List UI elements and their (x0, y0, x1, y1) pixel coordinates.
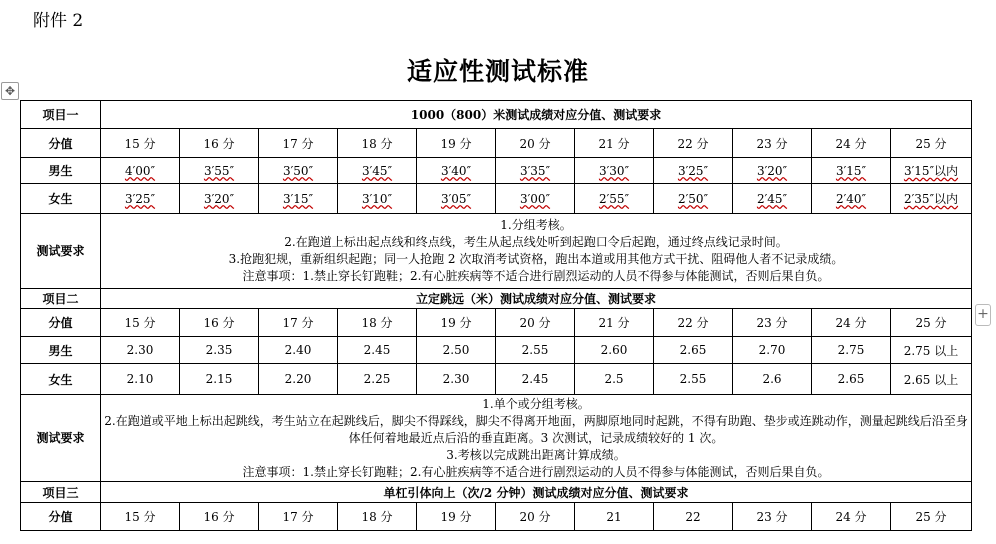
requirement-line: 2.在跑道上标出起点线和终点线，考生从起点线处听到起跑口令后起跑，通过终点线记录时间。 (284, 235, 788, 249)
value-cell (891, 337, 972, 364)
score-cell (180, 129, 259, 158)
requirements-label: 测试要求 (21, 395, 101, 482)
attachment-label: 附件 2 (33, 11, 84, 31)
cell-text: 2.45 (521, 372, 549, 386)
cell-text: 2′50″ (677, 191, 709, 206)
value-cell (417, 364, 496, 395)
cell-text: 2.55 (679, 372, 707, 386)
score-cell (417, 309, 496, 337)
cell-text: 18 分 (361, 136, 393, 151)
value-cell (338, 337, 417, 364)
cell-text: 16 分 (203, 316, 235, 330)
cell-text: 2.20 (284, 372, 312, 386)
cell-text: 19 分 (440, 316, 472, 330)
cell-text: 3′30″ (598, 163, 630, 178)
cell-text: 2′40″ (835, 191, 867, 206)
value-cell (101, 337, 180, 364)
score-cell (180, 309, 259, 337)
value-cell (812, 364, 891, 395)
cell-text: 3′10″ (361, 191, 393, 206)
value-cell (812, 337, 891, 364)
score-cell (259, 129, 338, 158)
cell-text: 15 分 (124, 510, 156, 524)
female-row (21, 364, 972, 395)
cell-text: 20 分 (519, 136, 551, 151)
row-label: 分值 (21, 503, 101, 531)
male-row (21, 337, 972, 364)
cell-text: 3′40″ (440, 163, 472, 178)
cell-text: 3′15″以内 (903, 164, 959, 178)
cell-text: 21 (606, 509, 622, 524)
value-cell (259, 158, 338, 184)
cell-text: 25 分 (915, 510, 947, 524)
cell-text: 2.45 (363, 343, 391, 357)
value-cell (496, 158, 575, 184)
score-cell (733, 503, 812, 531)
row-label: 男生 (21, 337, 101, 364)
section-label: 项目三 (21, 482, 101, 503)
score-cell (812, 309, 891, 337)
cell-text: 15 分 (124, 316, 156, 330)
cell-text: 2.60 (600, 343, 628, 357)
cell-text: 18 分 (361, 316, 393, 330)
cell-text: 3′20″ (203, 191, 235, 206)
cell-text: 2.10 (126, 372, 154, 386)
value-cell (417, 337, 496, 364)
score-cell (417, 503, 496, 531)
value-cell (891, 184, 972, 214)
row-label: 女生 (21, 184, 101, 214)
score-cell (654, 503, 733, 531)
requirement-line: 2.在跑道或平地上标出起跳线，考生站立在起跳线后，脚尖不得踩线，脚尖不得离开地面，两脚原地同时起跳，不得有助跑、垫步或连跳动作，测量起跳线后沿至身体任何着地最近点后沿的垂直距离。3 次测试，记录成绩较好的 1 次。 (104, 413, 968, 445)
value-cell (180, 364, 259, 395)
cell-text: 3′20″ (756, 163, 788, 178)
value-cell (338, 158, 417, 184)
value-cell (654, 158, 733, 184)
value-cell (812, 158, 891, 184)
cell-text: 19 分 (440, 510, 472, 524)
cell-text: 15 分 (124, 136, 156, 151)
section-heading: 立定跳远（米）测试成绩对应分值、测试要求 (101, 289, 972, 309)
value-cell (338, 184, 417, 214)
cell-text: 17 分 (282, 136, 314, 151)
value-cell (417, 184, 496, 214)
cell-text: 2.5 (604, 372, 624, 386)
value-cell (733, 337, 812, 364)
cell-text: 24 分 (835, 316, 867, 330)
cell-text: 23 分 (756, 316, 788, 330)
cell-text: 3′50″ (282, 163, 314, 178)
section-label: 项目二 (21, 289, 101, 309)
cell-text: 3′35″ (519, 163, 551, 178)
score-cell (891, 503, 972, 531)
row-label: 男生 (21, 158, 101, 184)
cell-text: 16 分 (203, 136, 235, 151)
cell-text: 22 (685, 509, 701, 524)
score-cell (575, 309, 654, 337)
cell-text: 2.40 (284, 343, 312, 357)
row-label: 女生 (21, 364, 101, 395)
score-cell (733, 129, 812, 158)
section-header-row (21, 289, 972, 309)
section-label: 项目一 (21, 101, 101, 129)
cell-text: 2.15 (205, 372, 233, 386)
cell-text: 2.50 (442, 343, 470, 357)
requirement-line: 3.考核以完成跳出距离计算成绩。 (446, 447, 626, 462)
value-cell (338, 364, 417, 395)
score-cell (259, 309, 338, 337)
value-cell (891, 158, 972, 184)
value-cell (575, 184, 654, 214)
add-column-icon[interactable]: + (975, 304, 991, 326)
cell-text: 2.70 (758, 343, 786, 357)
cell-text: 3′25″ (124, 191, 156, 206)
value-cell (259, 184, 338, 214)
requirements-text (101, 395, 972, 482)
cell-text: 2.65 (837, 372, 865, 386)
value-cell (180, 337, 259, 364)
requirements-text (101, 214, 972, 289)
cell-text: 2.75 以上 (903, 343, 959, 358)
score-cell (812, 129, 891, 158)
cell-text: 23 分 (756, 136, 788, 151)
cell-text: 2′35″以内 (903, 192, 959, 206)
section-header-row (21, 482, 972, 503)
female-row (21, 184, 972, 214)
score-row (21, 309, 972, 337)
cell-text: 16 分 (203, 510, 235, 524)
value-cell (733, 158, 812, 184)
value-cell (496, 184, 575, 214)
value-cell (259, 364, 338, 395)
requirements-row (21, 395, 972, 482)
cell-text: 2.65 以上 (903, 372, 959, 387)
cell-text: 18 分 (361, 510, 393, 524)
cell-text: 25 分 (915, 316, 947, 330)
section-heading: 单杠引体向上（次/2 分钟）测试成绩对应分值、测试要求 (101, 482, 972, 503)
value-cell (654, 364, 733, 395)
requirement-line: 注意事项：1.禁止穿长钉跑鞋；2.有心脏疾病等不适合进行剧烈运动的人员不得参与体能测试，否则后果自负。 (242, 464, 830, 479)
cell-text: 2.35 (205, 343, 233, 357)
score-cell (259, 503, 338, 531)
value-cell (654, 184, 733, 214)
cell-text: 20 分 (519, 316, 551, 330)
cell-text: 22 分 (677, 136, 709, 151)
cell-text: 2.25 (363, 372, 391, 386)
value-cell (891, 364, 972, 395)
score-cell (496, 309, 575, 337)
cell-text: 25 分 (915, 136, 947, 151)
value-cell (259, 337, 338, 364)
requirement-line: 1.分组考核。 (500, 218, 572, 232)
male-row (21, 158, 972, 184)
cell-text: 3′55″ (203, 163, 235, 178)
score-cell (101, 503, 180, 531)
cell-text: 3′05″ (440, 191, 472, 206)
cell-text: 2.6 (762, 372, 782, 386)
requirement-line: 3.抢跑犯规，重新组织起跑；同一人抢跑 2 次取消考试资格，跑出本道或用其他方式干扰、阻碍他人者不记录成绩。 (228, 252, 844, 266)
cell-text: 3′45″ (361, 163, 393, 178)
score-cell (338, 309, 417, 337)
score-cell (812, 503, 891, 531)
value-cell (575, 364, 654, 395)
cell-text: 3′00″ (519, 191, 551, 206)
cell-text: 17 分 (282, 316, 314, 330)
requirements-row (21, 214, 972, 289)
row-label: 分值 (21, 309, 101, 337)
score-cell (338, 129, 417, 158)
cell-text: 4′00″ (124, 163, 156, 178)
row-label: 分值 (21, 129, 101, 158)
cell-text: 2.30 (442, 372, 470, 386)
value-cell (496, 364, 575, 395)
value-cell (812, 184, 891, 214)
standards-table (20, 100, 972, 531)
value-cell (180, 184, 259, 214)
cell-text: 2.65 (679, 343, 707, 357)
cell-text: 3′15″ (835, 163, 867, 178)
requirements-label: 测试要求 (21, 214, 101, 289)
cell-text: 3′25″ (677, 163, 709, 178)
document-title: 适应性测试标准 (406, 57, 589, 86)
cell-text: 21 分 (598, 316, 630, 330)
score-cell (417, 129, 496, 158)
score-cell (891, 309, 972, 337)
score-row (21, 503, 972, 531)
value-cell (733, 184, 812, 214)
score-row (21, 129, 972, 158)
score-cell (654, 309, 733, 337)
score-cell (496, 129, 575, 158)
cell-text: 21 分 (598, 136, 630, 151)
score-cell (654, 129, 733, 158)
value-cell (733, 364, 812, 395)
value-cell (101, 184, 180, 214)
cell-text: 22 分 (677, 316, 709, 330)
section-heading: 1000（800）米测试成绩对应分值、测试要求 (101, 101, 972, 129)
value-cell (180, 158, 259, 184)
cell-text: 20 分 (519, 510, 551, 524)
score-cell (575, 129, 654, 158)
value-cell (101, 158, 180, 184)
value-cell (575, 337, 654, 364)
section-header-row (21, 101, 972, 129)
value-cell (101, 364, 180, 395)
value-cell (417, 158, 496, 184)
cell-text: 2.75 (837, 343, 865, 357)
value-cell (575, 158, 654, 184)
move-icon[interactable]: ✥ (1, 82, 19, 100)
score-cell (575, 503, 654, 531)
cell-text: 2.55 (521, 343, 549, 357)
score-cell (101, 309, 180, 337)
cell-text: 3′15″ (282, 191, 314, 206)
value-cell (496, 337, 575, 364)
value-cell (654, 337, 733, 364)
score-cell (733, 309, 812, 337)
score-cell (338, 503, 417, 531)
score-cell (496, 503, 575, 531)
cell-text: 19 分 (440, 136, 472, 151)
requirement-line: 注意事项：1.禁止穿长钉跑鞋；2.有心脏疾病等不适合进行剧烈运动的人员不得参与体能测试，否则后果自负。 (242, 269, 830, 283)
cell-text: 24 分 (835, 510, 867, 524)
cell-text: 2′45″ (756, 191, 788, 206)
requirement-line: 1.单个或分组考核。 (482, 396, 590, 411)
score-cell (101, 129, 180, 158)
score-cell (180, 503, 259, 531)
cell-text: 2′55″ (598, 191, 630, 206)
cell-text: 17 分 (282, 510, 314, 524)
cell-text: 2.30 (126, 343, 154, 357)
cell-text: 23 分 (756, 510, 788, 524)
score-cell (891, 129, 972, 158)
cell-text: 24 分 (835, 136, 867, 151)
